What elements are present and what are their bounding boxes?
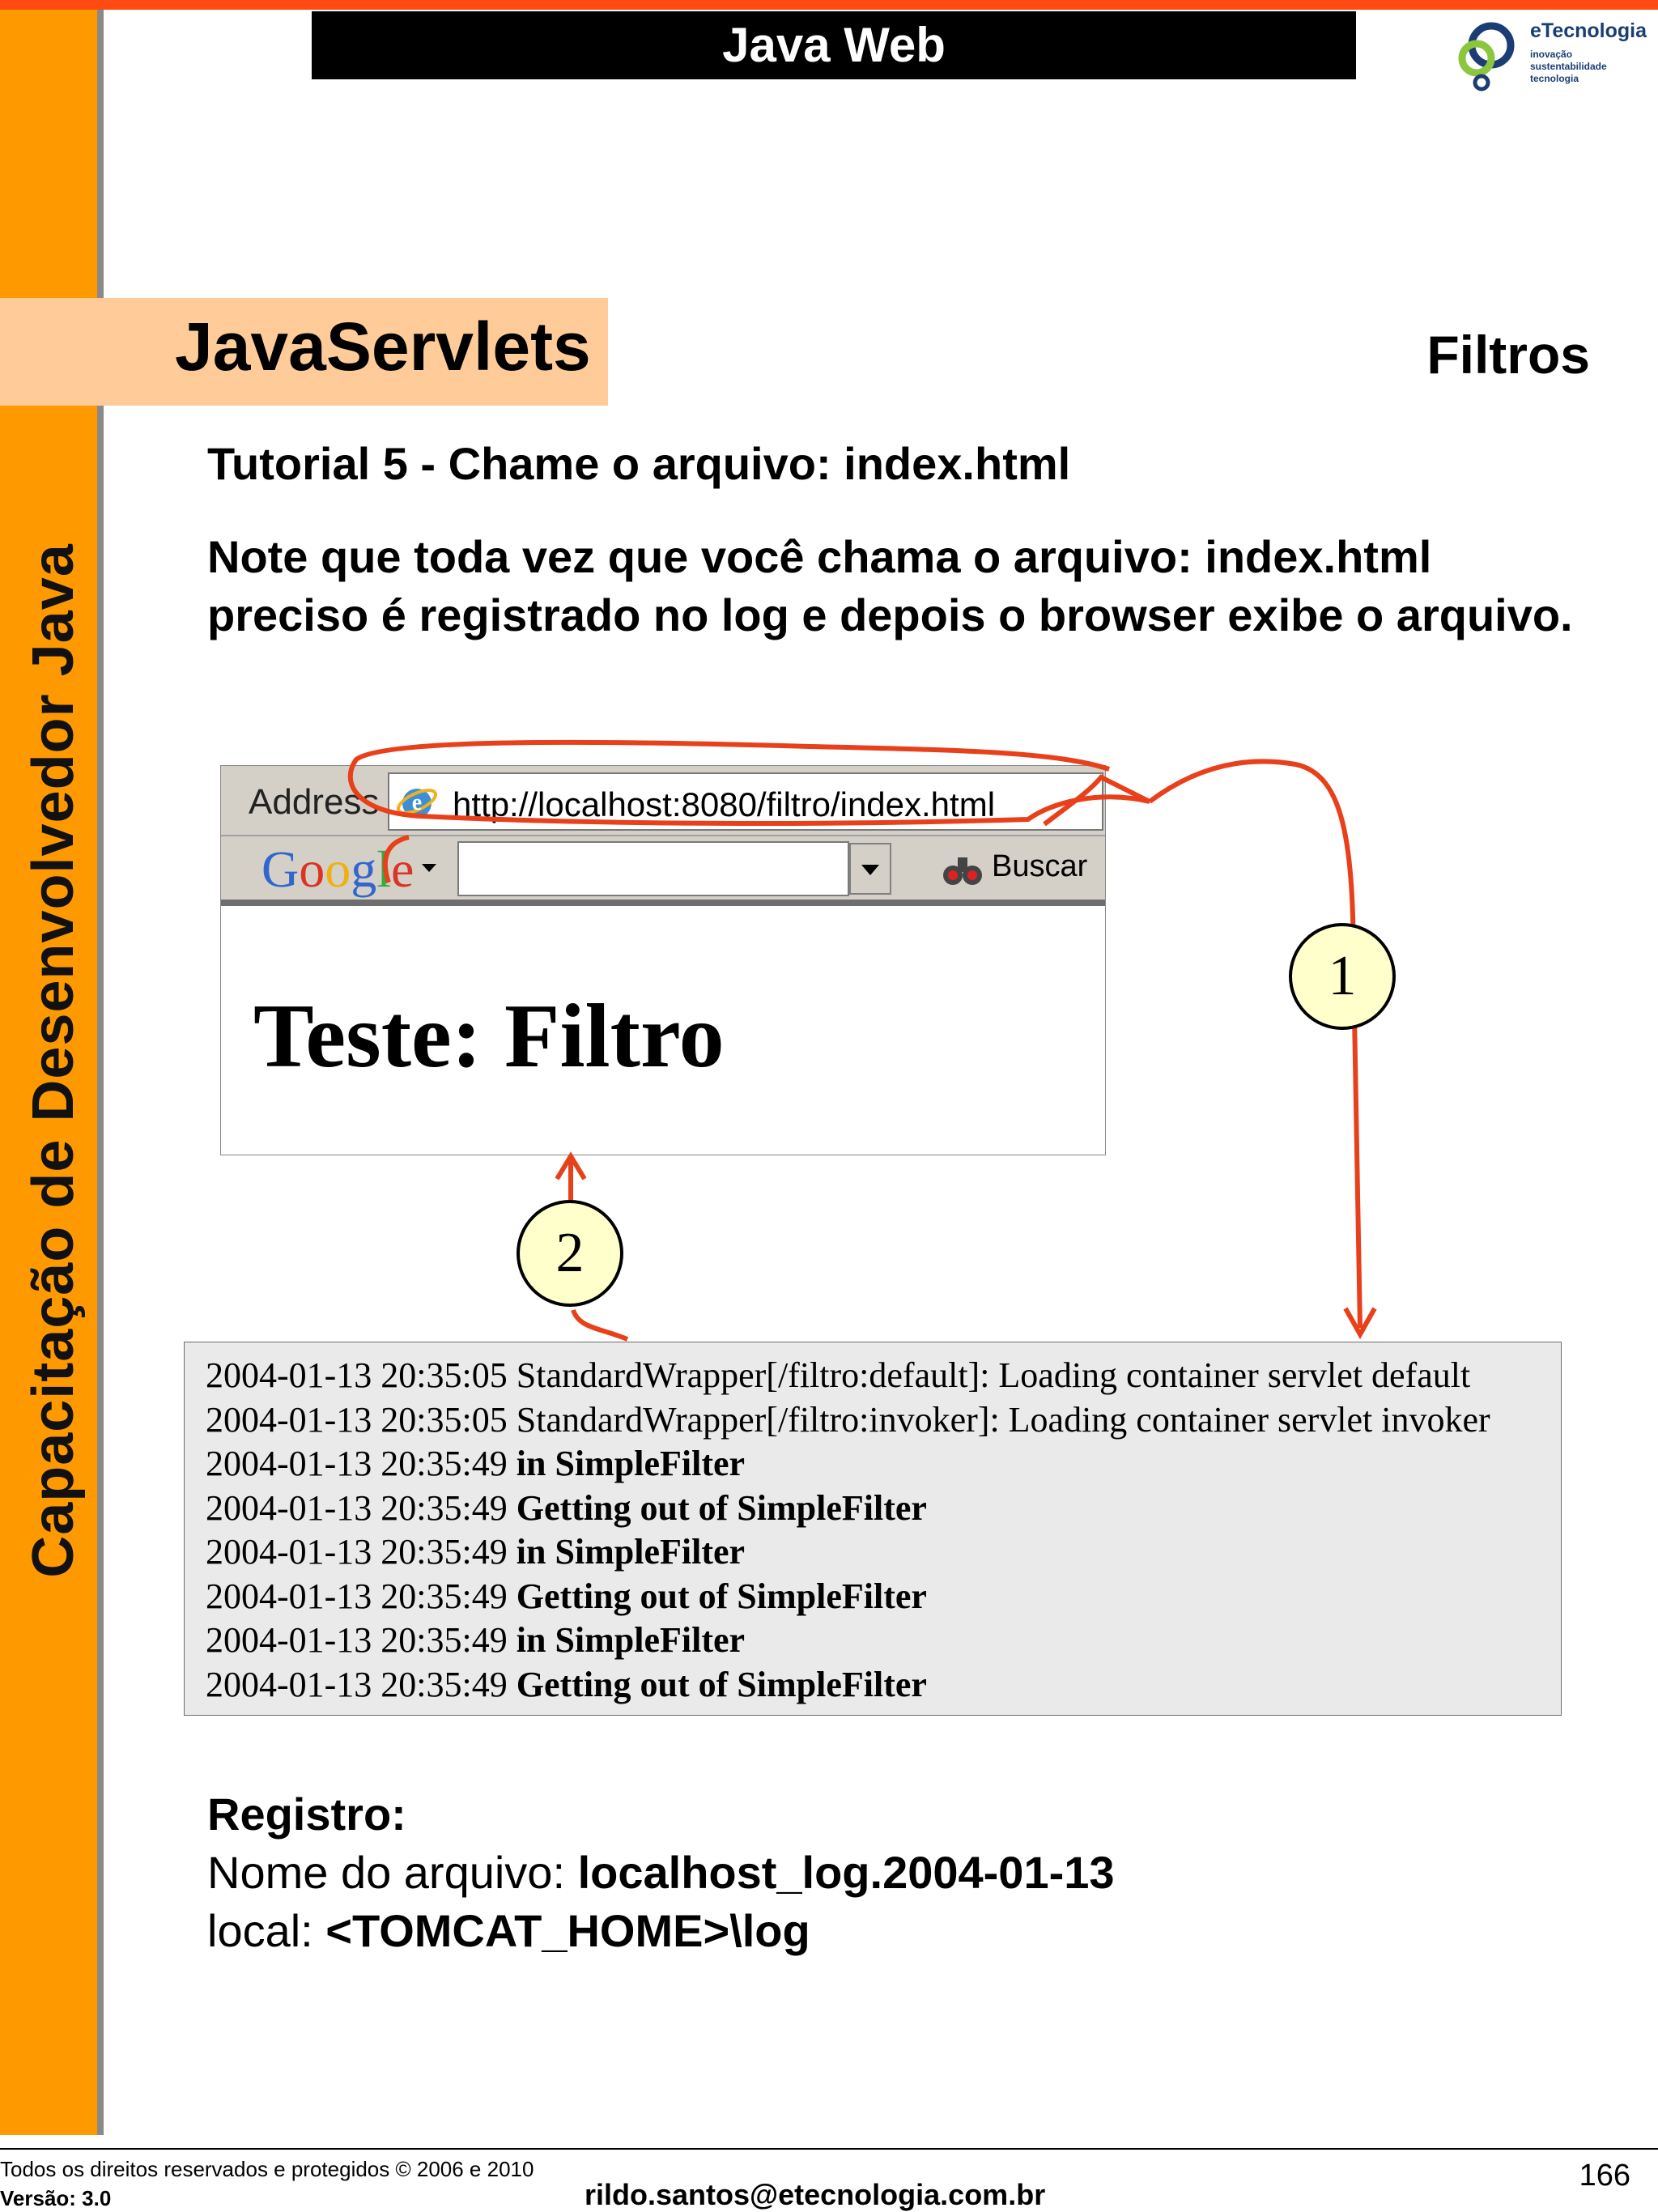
- footer-version: Versão: 3.0: [0, 2186, 112, 2210]
- log-panel: [184, 1342, 1562, 1716]
- url-highlight-loop: [351, 742, 1150, 824]
- sidebar-title: Capacitação de Desenvolvedor Java: [21, 543, 86, 1578]
- registro-file: Nome do arquivo: localhost_log.2004-01-13: [207, 1847, 1115, 1898]
- logo-tagline: inovação sustentabilidade tecnologia: [1530, 49, 1607, 84]
- callout-2: 2: [517, 1200, 623, 1307]
- log-line: 2004-01-13 20:35:49 Getting out of SimpleFilter: [206, 1664, 927, 1704]
- google-logo[interactable]: Google: [261, 840, 414, 898]
- section-title: JavaServlets: [175, 308, 591, 385]
- logo-name: eTecnologia: [1530, 19, 1647, 42]
- log-line: 2004-01-13 20:35:49 in SimpleFilter: [206, 1620, 746, 1660]
- log-line: 2004-01-13 20:35:05 StandardWrapper[/filtro:default]: Loading container servlet default: [206, 1355, 1471, 1395]
- tutorial-heading: Tutorial 5 - Chame o arquivo: index.html: [207, 438, 1071, 489]
- log-line: 2004-01-13 20:35:05 StandardWrapper[/filtro:invoker]: Loading container servlet invoker: [206, 1399, 1490, 1440]
- note-paragraph: Note que toda vez que você chama o arquivo: index.html preciso é registrado no log e depois o browser exibe o arquivo.: [207, 531, 1573, 640]
- log-line: 2004-01-13 20:35:49 in SimpleFilter: [206, 1532, 746, 1572]
- address-url: http://localhost:8080/filtro/index.html: [453, 785, 996, 823]
- registro-block: [207, 1785, 1115, 1960]
- page-heading: Teste: Filtro: [253, 986, 725, 1087]
- address-label: Address: [249, 782, 380, 822]
- url-leader-line: [385, 837, 409, 883]
- registro-local: local: <TOMCAT_HOME>\log: [207, 1905, 810, 1956]
- header-title: Java Web: [312, 11, 1356, 79]
- callout-1: 1: [1289, 923, 1396, 1030]
- log-line: 2004-01-13 20:35:49 Getting out of SimpleFilter: [206, 1576, 927, 1616]
- page-number: 166: [1579, 2159, 1630, 2193]
- registro-heading: Registro:: [207, 1789, 406, 1840]
- arrow-1-path: [1150, 761, 1360, 1328]
- section-subtitle: Filtros: [1426, 325, 1590, 385]
- footer-email: rildo.santos@etecnologia.com.br: [585, 2178, 1046, 2211]
- log-line: 2004-01-13 20:35:49 in SimpleFilter: [206, 1444, 746, 1483]
- footer-divider: [0, 2148, 1658, 2150]
- log-line: 2004-01-13 20:35:49 Getting out of SimpleFilter: [206, 1487, 927, 1528]
- footer-copyright: Todos os direitos reservados e protegidos © 2006 e 2010: [0, 2157, 534, 2181]
- svg-text:e: e: [411, 790, 423, 815]
- buscar-button[interactable]: Buscar: [992, 849, 1088, 883]
